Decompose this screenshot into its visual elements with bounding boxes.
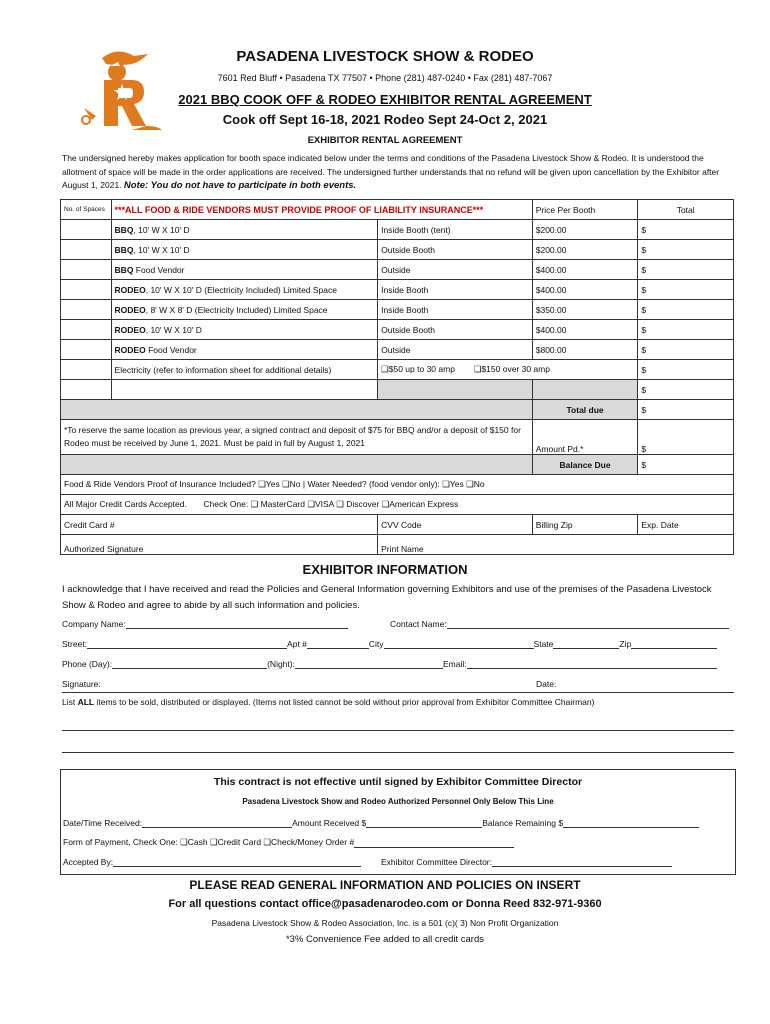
booth-price: $200.00 <box>532 220 638 240</box>
phone-field[interactable]: Phone (Day): (Night): Email: <box>62 658 717 669</box>
booth-price: $400.00 <box>532 320 638 340</box>
booth-description: RODEO, 8' W X 8' D (Electricity Included) Limited Space <box>111 300 378 320</box>
booth-location: Inside Booth <box>378 300 533 320</box>
total-cell[interactable]: $ <box>638 340 734 360</box>
accepted-by-field[interactable]: Accepted By: <box>63 856 361 867</box>
reservation-note: *To reserve the same location as previous year, a signed contract and deposit of $75 for BBQ and/or a deposit of $150 for Rodeo must be received by June 1, 2021. Must be paid in full by August 1, 2021 <box>61 420 533 455</box>
footer-policies: PLEASE READ GENERAL INFORMATION AND POLICIES ON INSERT <box>189 878 581 892</box>
amount-paid-label: Amount Pd.* <box>532 420 638 455</box>
insurance-warning: ***ALL FOOD & RIDE VENDORS MUST PROVIDE PROOF OF LIABILITY INSURANCE*** <box>111 200 532 220</box>
exp-date-field[interactable]: Exp. Date <box>638 515 734 535</box>
items-line-2[interactable] <box>62 752 734 753</box>
total-cell[interactable]: $ <box>638 260 734 280</box>
list-items-instruction: List ALL items to be sold, distributed or displayed. (Items not listed cannot be sold without prior approval from Exhibitor Committee Chairman) <box>62 697 595 707</box>
total-cell[interactable]: $ <box>638 300 734 320</box>
exhibitor-info-heading: EXHIBITOR INFORMATION <box>302 562 468 577</box>
org-title: PASADENA LIVESTOCK SHOW & RODEO <box>236 48 534 65</box>
agreement-subtitle: EXHIBITOR RENTAL AGREEMENT <box>307 135 463 146</box>
intro-note: Note: You do not have to participate in both events. <box>123 180 357 191</box>
committee-director-field[interactable]: Exhibitor Committee Director: <box>381 856 672 867</box>
booth-description: BBQ Food Vendor <box>111 260 378 280</box>
booth-row <box>61 220 734 240</box>
event-dates: Cook off Sept 16-18, 2021 Rodeo Sept 24-Oct 2, 2021 <box>222 112 548 127</box>
print-name-field[interactable]: Print Name <box>378 535 734 555</box>
booth-description: RODEO, 10' W X 10' D <box>111 320 378 340</box>
booth-price: $800.00 <box>532 340 638 360</box>
signature-field[interactable]: Signature: <box>62 679 101 689</box>
credit-card-types[interactable]: All Major Credit Cards Accepted. Check One: ❑ MasterCard ❑VISA ❑ Discover ❑American Express <box>61 495 734 515</box>
booth-row <box>61 280 734 300</box>
total-cell[interactable]: $ <box>638 220 734 240</box>
booth-location: Outside <box>378 260 533 280</box>
balance-due-cell[interactable]: $ <box>638 455 734 475</box>
total-cell[interactable]: $ <box>638 380 734 400</box>
qty-input[interactable] <box>61 320 112 340</box>
date-received-field[interactable]: Date/Time Received: Amount Received $ Balance Remaining $ <box>63 817 699 828</box>
total-cell[interactable]: $ <box>638 240 734 260</box>
booth-description: RODEO, 10' W X 10' D (Electricity Included) Limited Space <box>111 280 378 300</box>
company-name-field[interactable]: Company Name: <box>62 618 348 629</box>
total-cell[interactable]: $ <box>638 320 734 340</box>
insurance-question[interactable]: Food & Ride Vendors Proof of Insurance Included? ❑Yes ❑No | Water Needed? (food vendor only): ❑Yes ❑No <box>61 475 734 495</box>
org-address: 7601 Red Bluff • Pasadena TX 77507 • Phone (281) 487-0240 • Fax (281) 487-7067 <box>217 73 553 83</box>
electricity-label: Electricity (refer to information sheet for additional details) <box>111 360 378 380</box>
payment-form-field[interactable]: Form of Payment, Check One: ❑Cash ❑Credit Card ❑Check/Money Order # <box>63 837 514 848</box>
qty-input[interactable] <box>61 240 112 260</box>
booth-description: BBQ, 10' W X 10' D <box>111 220 378 240</box>
credit-card-field[interactable]: Credit Card # <box>61 515 378 535</box>
total-cell[interactable]: $ <box>638 280 734 300</box>
booth-row <box>61 340 734 360</box>
qty-input[interactable] <box>61 280 112 300</box>
footer-contact: For all questions contact office@pasadenarodeo.com or Donna Reed 832-971-9360 <box>168 898 602 910</box>
date-field[interactable]: Date: <box>536 679 557 689</box>
booth-price: $400.00 <box>532 280 638 300</box>
col-price: Price Per Booth <box>532 200 638 220</box>
booth-location: Outside Booth <box>378 320 533 340</box>
qty-input[interactable] <box>61 380 112 400</box>
total-due-cell[interactable]: $ <box>638 400 734 420</box>
booth-description: RODEO Food Vendor <box>111 340 378 360</box>
agreement-title: 2021 BBQ COOK OFF & RODEO EXHIBITOR RENTAL AGREEMENT <box>178 92 592 107</box>
balance-due-label: Balance Due <box>532 455 638 475</box>
street-field[interactable]: Street: Apt # City State Zip <box>62 638 717 649</box>
booth-location: Inside Booth <box>378 280 533 300</box>
booth-price: $350.00 <box>532 300 638 320</box>
booth-row <box>61 260 734 280</box>
footer-nonprofit: Pasadena Livestock Show & Rodeo Association, Inc. is a 501 (c)( 3) Non Profit Organization <box>211 918 559 928</box>
booth-location: Inside Booth (tent) <box>378 220 533 240</box>
col-no-spaces: No. of Spaces <box>61 200 112 220</box>
total-cell[interactable]: $ <box>638 360 734 380</box>
electricity-options[interactable]: ❑$50 up to 30 amp ❑$150 over 30 amp <box>378 360 638 380</box>
booth-description: BBQ, 10' W X 10' D <box>111 240 378 260</box>
booth-price: $200.00 <box>532 240 638 260</box>
contact-name-field[interactable]: Contact Name: <box>390 618 729 629</box>
booth-location: Outside Booth <box>378 240 533 260</box>
qty-input[interactable] <box>61 360 112 380</box>
amount-paid-cell[interactable]: $ <box>638 420 734 455</box>
office-heading: This contract is not effective until signed by Exhibitor Committee Director <box>213 776 583 788</box>
billing-zip-field[interactable]: Billing Zip <box>532 515 638 535</box>
total-due-label: Total due <box>532 400 638 420</box>
booth-row <box>61 240 734 260</box>
cvv-field[interactable]: CVV Code <box>378 515 533 535</box>
booth-row <box>61 300 734 320</box>
office-use-box <box>60 769 736 875</box>
qty-input[interactable] <box>61 260 112 280</box>
qty-input[interactable] <box>61 340 112 360</box>
authorized-signature-field[interactable]: Authorized Signature <box>61 535 378 555</box>
qty-input[interactable] <box>61 300 112 320</box>
footer-fee: *3% Convenience Fee added to all credit cards <box>285 934 485 945</box>
booth-price: $400.00 <box>532 260 638 280</box>
office-subheading: Pasadena Livestock Show and Rodeo Authorized Personnel Only Below This Line <box>242 797 554 806</box>
booth-location: Outside <box>378 340 533 360</box>
booth-row <box>61 320 734 340</box>
qty-input[interactable] <box>61 220 112 240</box>
booth-table <box>60 199 734 555</box>
acknowledgement: I acknowledge that I have received and read the Policies and General Information governing Exhibitors and use of the premises of the Pasadena Livestock Show & Rodeo and agree to abide by all such information and policies. <box>62 584 712 611</box>
items-line-1[interactable] <box>62 730 734 731</box>
intro-paragraph: The undersigned hereby makes application for booth space indicated below under the terms and conditions of the Pasadena Livestock Show & Rodeo. It is understood the allotment of space will be made in the order applications are received. The undersigned further understands that no refund will be given upon cancellation by the Exhibitor after August 1, 2021. Note: You do not have to participate in both events. <box>62 153 720 191</box>
col-total: Total <box>638 200 734 220</box>
